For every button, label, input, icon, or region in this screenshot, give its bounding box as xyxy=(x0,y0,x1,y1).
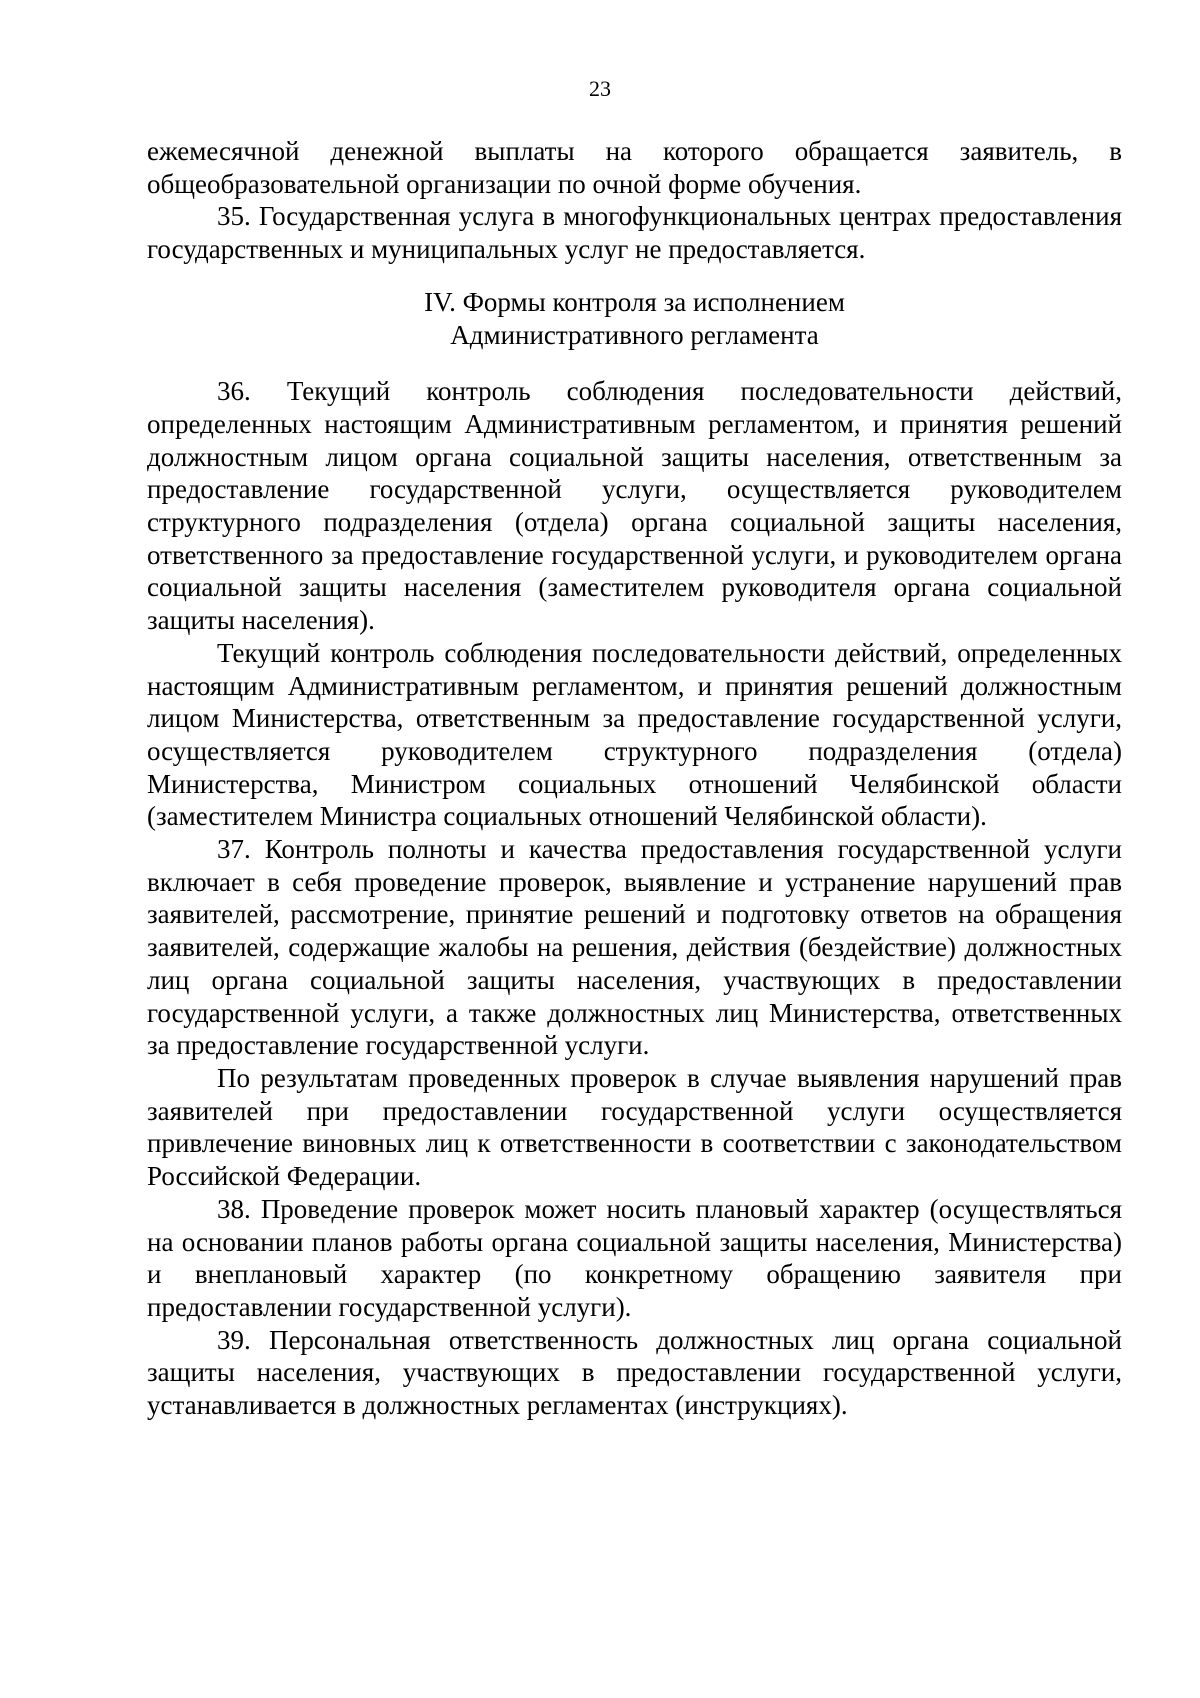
paragraph-37-inspection-results: По результатам проведенных проверок в случае выявления нарушений прав заявителей при предоставлении государственной услуги осуществляется привлечение виновных лиц к ответственности в соответствии с законодательством Российской Федерации. xyxy=(147,1062,1122,1192)
paragraph-35: 35. Государственная услуга в многофункциональных центрах предоставления государственных и муниципальных услуг не предоставляется. xyxy=(147,201,1122,265)
section-heading-line-2: Административного регламента xyxy=(450,319,819,350)
page-number: 23 xyxy=(589,76,611,101)
section-heading-line-1: IV. Формы контроля за исполнением xyxy=(424,286,845,317)
paragraph-continuation: ежемесячной денежной выплаты на которого обращается заявитель, в общеобразовательной организации по очной форме обучения. xyxy=(147,136,1122,199)
paragraph-37: 37. Контроль полноты и качества предоставления государственной услуги включает в себя проведение проверок, выявление и устранение нарушений прав заявителей, рассмотрение, принятие решений и подготовку ответов на обращения заявителей, содержащие жалобы на решения, действия (бездействие) должностных лиц органа социальной защиты населения, участвующих в предоставлении государственной услуги, а также должностных лиц Министерства, ответственных за предоставление государственной услуги. xyxy=(147,834,1122,1061)
paragraph-36: 36. Текущий контроль соблюдения последовательности действий, определенных настоящим Административным регламентом, и принятия решений должностным лицом органа социальной защиты населения, ответственным за предоставление государственной услуги, осуществляется руководителем структурного подразделения (отдела) органа социальной защиты населения, ответственного за предоставление государственной услуги, и руководителем органа социальной защиты населения (заместителем руководителя органа социальной защиты населения). xyxy=(147,376,1122,636)
paragraph-38: 38. Проведение проверок может носить плановый характер (осуществляться на основании планов работы органа социальной защиты населения, Министерства) и внеплановый характер (по конкретному обращению заявителя при предоставлении государственной услуги). xyxy=(147,1193,1122,1322)
document-body xyxy=(147,135,1122,1422)
paragraph-36-current-control-ministry: Текущий контроль соблюдения последовательности действий, определенных настоящим Административным регламентом, и принятия решений должностным лицом Министерства, ответственным за предоставление государственной услуги, осуществляется руководителем структурного подразделения (отдела) Министерства, Министром социальных отношений Челябинской области (заместителем Министра социальных отношений Челябинской области). xyxy=(147,637,1122,832)
paragraph-39: 39. Персональная ответственность должностных лиц органа социальной защиты населения, участвующих в предоставлении государственной услуги, устанавливается в должностных регламентах (инструкциях). xyxy=(147,1324,1122,1421)
section-heading xyxy=(147,286,1122,351)
